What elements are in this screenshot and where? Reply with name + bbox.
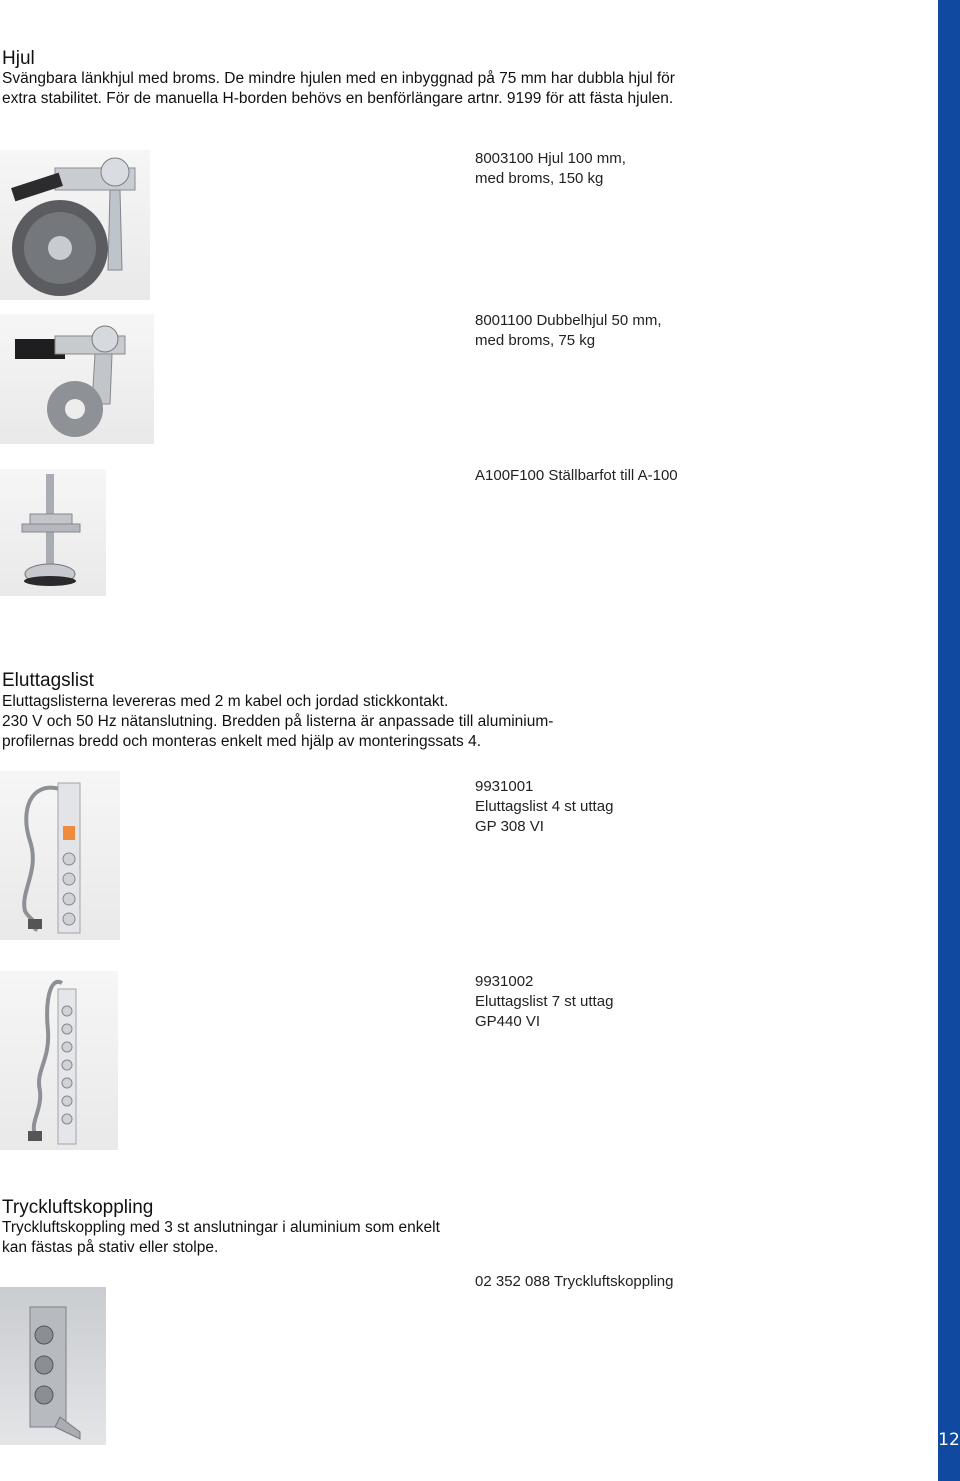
product-line: 02 352 088 Tryckluftskoppling [475,1273,674,1290]
product-line: A100F100 Ställbarfot till A-100 [475,467,678,484]
air-coupling-label [475,1272,673,1292]
product-line: 9931002 [475,973,534,990]
product-line: GP440 VI [475,1013,541,1030]
power-strip-4-label [475,777,613,837]
power-strip-7-label [475,972,613,1032]
page-sidebar [938,0,960,1481]
adjustable-foot-label [475,466,678,486]
power-strips-description [2,692,553,752]
air-coupling-photo [0,1287,106,1445]
section-title-power-strips: Eluttagslist [2,670,94,691]
product-line: GP 308 VI [475,818,544,835]
product-line: 9931001 [475,778,534,795]
adjustable-foot-photo [0,469,106,596]
air-coupling-description-line: Tryckluftskoppling med 3 st anslutningar i aluminium som enkelt [2,1219,440,1236]
wheels-description-line: extra stabilitet. För de manuella H-borden behövs en benförlängare artnr. 9199 för att fästa hjulen. [2,90,674,107]
section-title-wheels: Hjul [2,48,35,69]
air-coupling-description [2,1218,440,1258]
product-line: med broms, 75 kg [475,332,596,349]
power-strips-description-line: profilernas bredd och monteras enkelt med hjälp av monteringssats 4. [2,733,482,750]
product-line: 8003100 Hjul 100 mm, [475,150,626,167]
air-coupling-description-line: kan fästas på stativ eller stolpe. [2,1239,219,1256]
product-line: 8001100 Dubbelhjul 50 mm, [475,312,662,329]
double-wheel-photo [0,314,154,444]
product-line: Eluttagslist 4 st uttag [475,798,614,815]
double-wheel-label [475,311,662,351]
wheel-100mm-label [475,149,626,189]
wheels-description [2,69,675,109]
page-number: 12 [938,1430,960,1450]
product-line: Eluttagslist 7 st uttag [475,993,614,1010]
wheel-100mm-photo [0,150,150,300]
power-strips-description-line: 230 V och 50 Hz nätanslutning. Bredden på listerna är anpassade till aluminium- [2,713,554,730]
power-strip-7-photo [0,971,118,1150]
wheels-description-line: Svängbara länkhjul med broms. De mindre hjulen med en inbyggnad på 75 mm har dubbla hjul för [2,70,675,87]
product-line: med broms, 150 kg [475,170,604,187]
power-strip-4-photo [0,771,120,940]
power-strips-description-line: Eluttagslisterna levereras med 2 m kabel och jordad stickkontakt. [2,693,449,710]
section-title-air-coupling: Tryckluftskoppling [2,1197,154,1218]
